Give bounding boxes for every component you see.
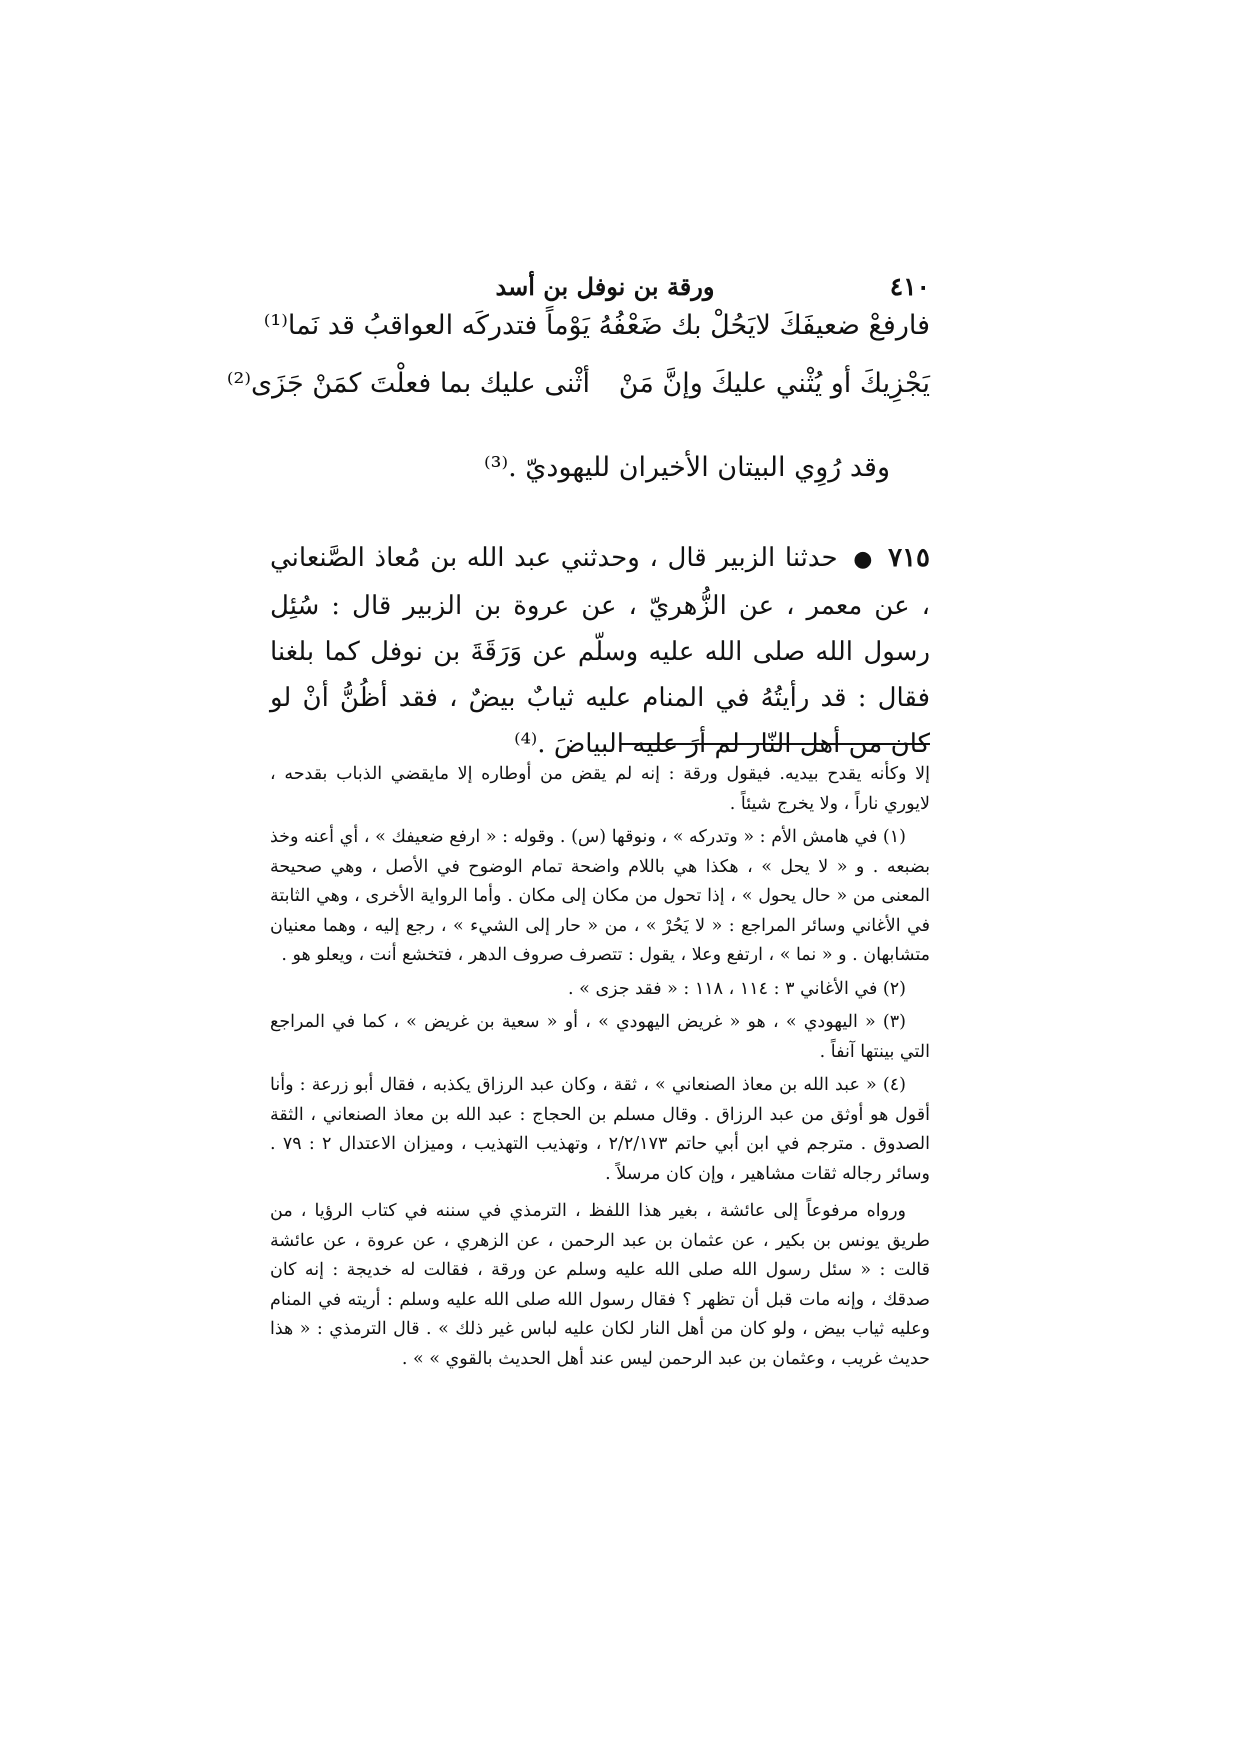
verse-hemistich-first: فارفعْ ضعيفَكَ لايَحُلْ بك ضَعْفُهُ [598, 310, 930, 341]
poem-verse [263, 310, 930, 362]
page-number: ٤١٠ [889, 272, 930, 301]
footnote-1: (١) في هامش الأم : « وتدركه » ، ونوقها (س) . وقوله : « ارفع ضعيفك » ، أي أعنه وخذ بضبعه . و « لا يحل » ، هكذا هي باللام واضحة تمام الوضوح في الأصل ، وهي صحيحة المعنى من « حال يحول » ، إذا تحول من مكان إلى مكان . وأما الرواية الأخرى ، وهي الثابتة في الأغاني وسائر المراجع : « لا يَحُرْ » ، من « حار إلى الشيء » ، رجع إليه ، وهما معنيان متشابهان . و « نما » ، ارتفع وعلا ، يقول : تتصرف صروف الدهر ، فتخشع أنت ، ويعلو هو . [270, 827, 930, 965]
footnote-separator [620, 743, 930, 745]
footnote-2: (٢) في الأغاني ٣ : ١١٤ ، ١١٨ : « فقد جزى » . [568, 978, 906, 999]
hadith-paragraph [270, 535, 930, 767]
verse-hemistich-second: يَوْماً فتدركَه العواقبُ قد نَما⁽¹⁾ [263, 310, 590, 341]
verse-hemistich-first: يَجْزِيكَ أو يُثْني عليكَ وإنَّ مَنْ [618, 368, 930, 399]
footnote-continuation: إلا وكأنه يقدح بيديه. فيقول ورقة : إنه لم يقض من أوطاره إلا مايقضي الذباب بقدحه ، لايوري ناراً ، ولا يخرج شيئاً . [270, 764, 930, 814]
footnote-4-continued: ورواه مرفوعاً إلى عائشة ، بغير هذا اللفظ ، الترمذي في سننه في كتاب الرؤيا ، من طريق يونس بن بكير ، عن عثمان بن عبد الرحمن ، عن الزهري ، عن عروة ، عن عائشة قالت : « سئل رسول الله صلى الله عليه وسلم عن ورقة ، فقالت له خديجة : إنه كان صدقك ، وإنه مات قبل أن تظهر ؟ فقال رسول الله صلى الله عليه وسلم : أريته في المنام وعليه ثياب بيض ، ولو كان من أهل النار لكان عليه لباس غير ذلك » . قال الترمذي : « هذا حديث غريب ، وعثمان بن عبد الرحمن ليس عند أهل الحديث بالقوي » » . [270, 1201, 930, 1369]
footnotes [270, 760, 930, 1378]
running-title: ورقة بن نوفل بن أسد [495, 272, 715, 301]
running-header [280, 272, 930, 312]
bullet-icon: ● [853, 547, 873, 572]
hadith-number: ٧١٥ [888, 543, 931, 573]
footnote-4: (٤) « عبد الله بن معاذ الصنعاني » ، ثقة ، وكان عبد الرزاق يكذبه ، فقال أبو زرعة : وأنا أقول هو أوثق من عبد الرزاق . وقال مسلم بن الحجاج : عبد الله بن معاذ الصنعاني ، الثقة الصدوق . مترجم في ابن أبي حاتم ٢/٢/١٧٣ ، وتهذيب التهذيب ، وميزان الاعتدال ٢ : ٧٩ . وسائر رجاله ثقات مشاهير ، وإن كان مرسلاً . [270, 1075, 930, 1184]
poem-note: وقد رُوِي البيتان الأخيران لليهوديّ .⁽³⁾ [484, 452, 890, 483]
hadith-text: حدثنا الزبير قال ، وحدثني عبد الله بن مُعاذ الصَّنعاني ، عن معمر ، عن الزُّهريّ ، عن عروة بن الزبير قال : سُئِل رسول الله صلى الله عليه وسلّم عن وَرَقَةَ بن نوفل كما بلغنا فقال : قد رأيتُهُ في المنام عليه ثيابٌ بيضٌ ، فقد أظُنُّ أنْ لو كان من أهل النّار لم أرَ عليه البياضَ .⁽⁴⁾ [270, 543, 930, 759]
verse-hemistich-second: أثْنى عليك بما فعلْتَ كمَنْ جَزَى⁽²⁾ [226, 368, 590, 399]
footnote-3: (٣) « اليهودي » ، هو « غريض اليهودي » ، أو « سعية بن غريض » ، كما في المراجع التي بينتها آنفاً . [270, 1012, 930, 1062]
poem-verse [226, 368, 930, 420]
